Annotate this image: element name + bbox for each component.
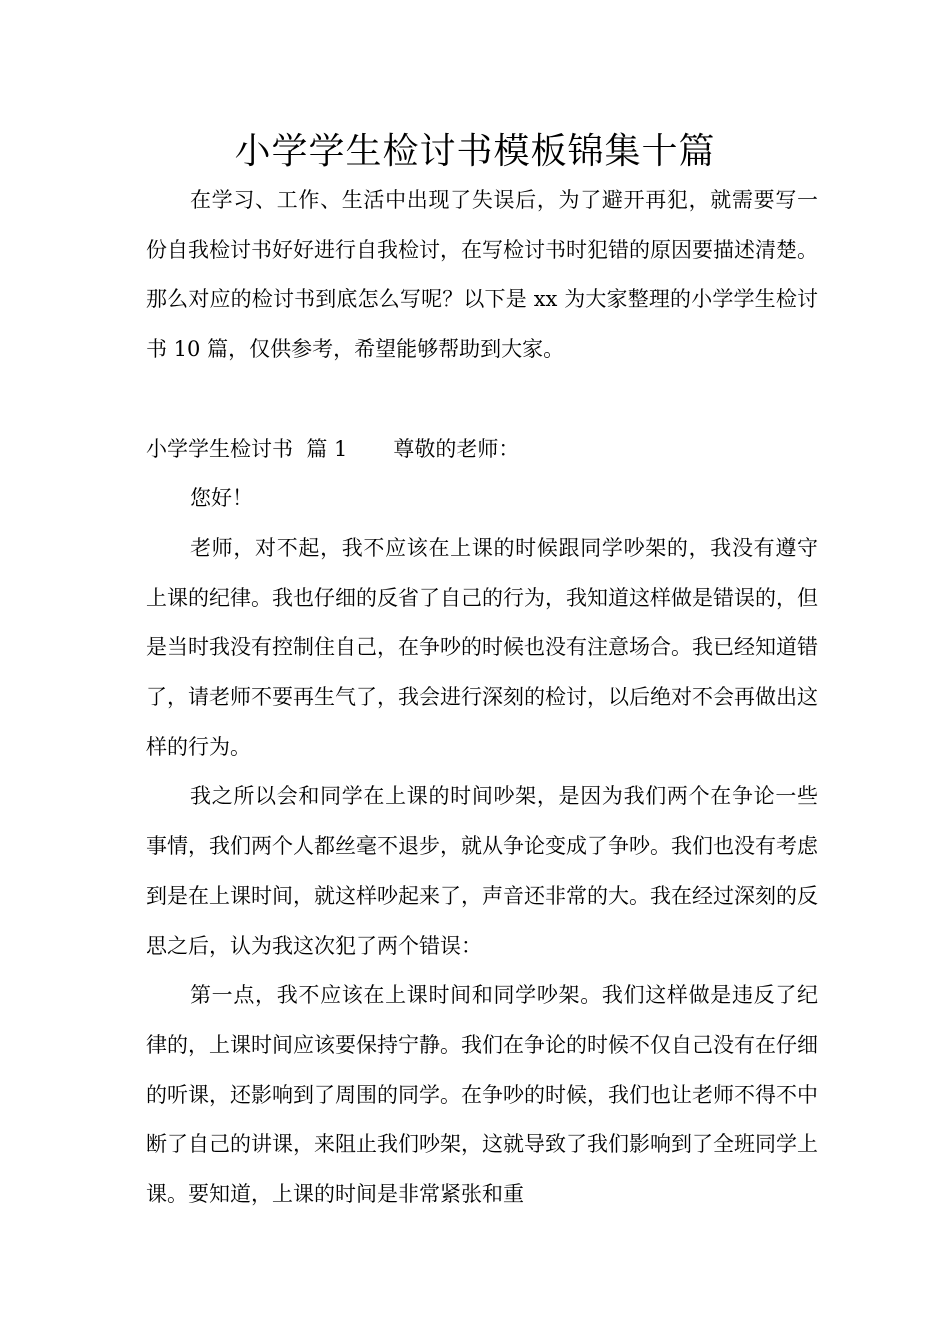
document-body xyxy=(146,176,818,1220)
section-heading-line xyxy=(146,425,818,475)
salutation: 尊敬的老师： xyxy=(393,436,520,461)
document-title: 小学学生检讨书模板锦集十篇 xyxy=(234,131,716,172)
body-paragraph-2: 我之所以会和同学在上课的时间吵架，是因为我们两个在争论一些事情，我们两个人都丝毫不退步，就从争论变成了争吵。我们也没有考虑到是在上课时间，就这样吵起来了，声音还非常的大。我在经过深刻的反思之后，认为我这次犯了两个错误： xyxy=(146,784,818,958)
body-paragraph-1: 老师，对不起，我不应该在上课的时候跟同学吵架的，我没有遵守上课的纪律。我也仔细的反省了自己的行为，我知道这样做是错误的，但是当时我没有控制住自己，在争吵的时候也没有注意场合。我已经知道错了，请老师不要再生气了，我会进行深刻的检讨，以后绝对不会再做出这样的行为。 xyxy=(146,535,818,759)
body-paragraph-3: 第一点，我不应该在上课时间和同学吵架。我们这样做是违反了纪律的，上课时间应该要保持宁静。我们在争论的时候不仅自己没有在仔细的听课，还影响到了周围的同学。在争吵的时候，我们也让老师不得不中断了自己的讲课，来阻止我们吵架，这就导致了我们影响到了全班同学上课。要知道，上课的时间是非常紧张和重 xyxy=(146,983,818,1207)
section-heading: 小学学生检讨书 篇 1 xyxy=(146,436,348,461)
blank-line xyxy=(146,375,818,425)
greeting: 您好！ xyxy=(190,486,253,511)
intro-paragraph: 在学习、工作、生活中出现了失误后，为了避开再犯，就需要写一份自我检讨书好好进行自我检讨，在写检讨书时犯错的原因要描述清楚。那么对应的检讨书到底怎么写呢？以下是 xx 为大家整理的小学学生检讨书 10 篇，仅供参考，希望能够帮助到大家。 xyxy=(146,188,818,362)
